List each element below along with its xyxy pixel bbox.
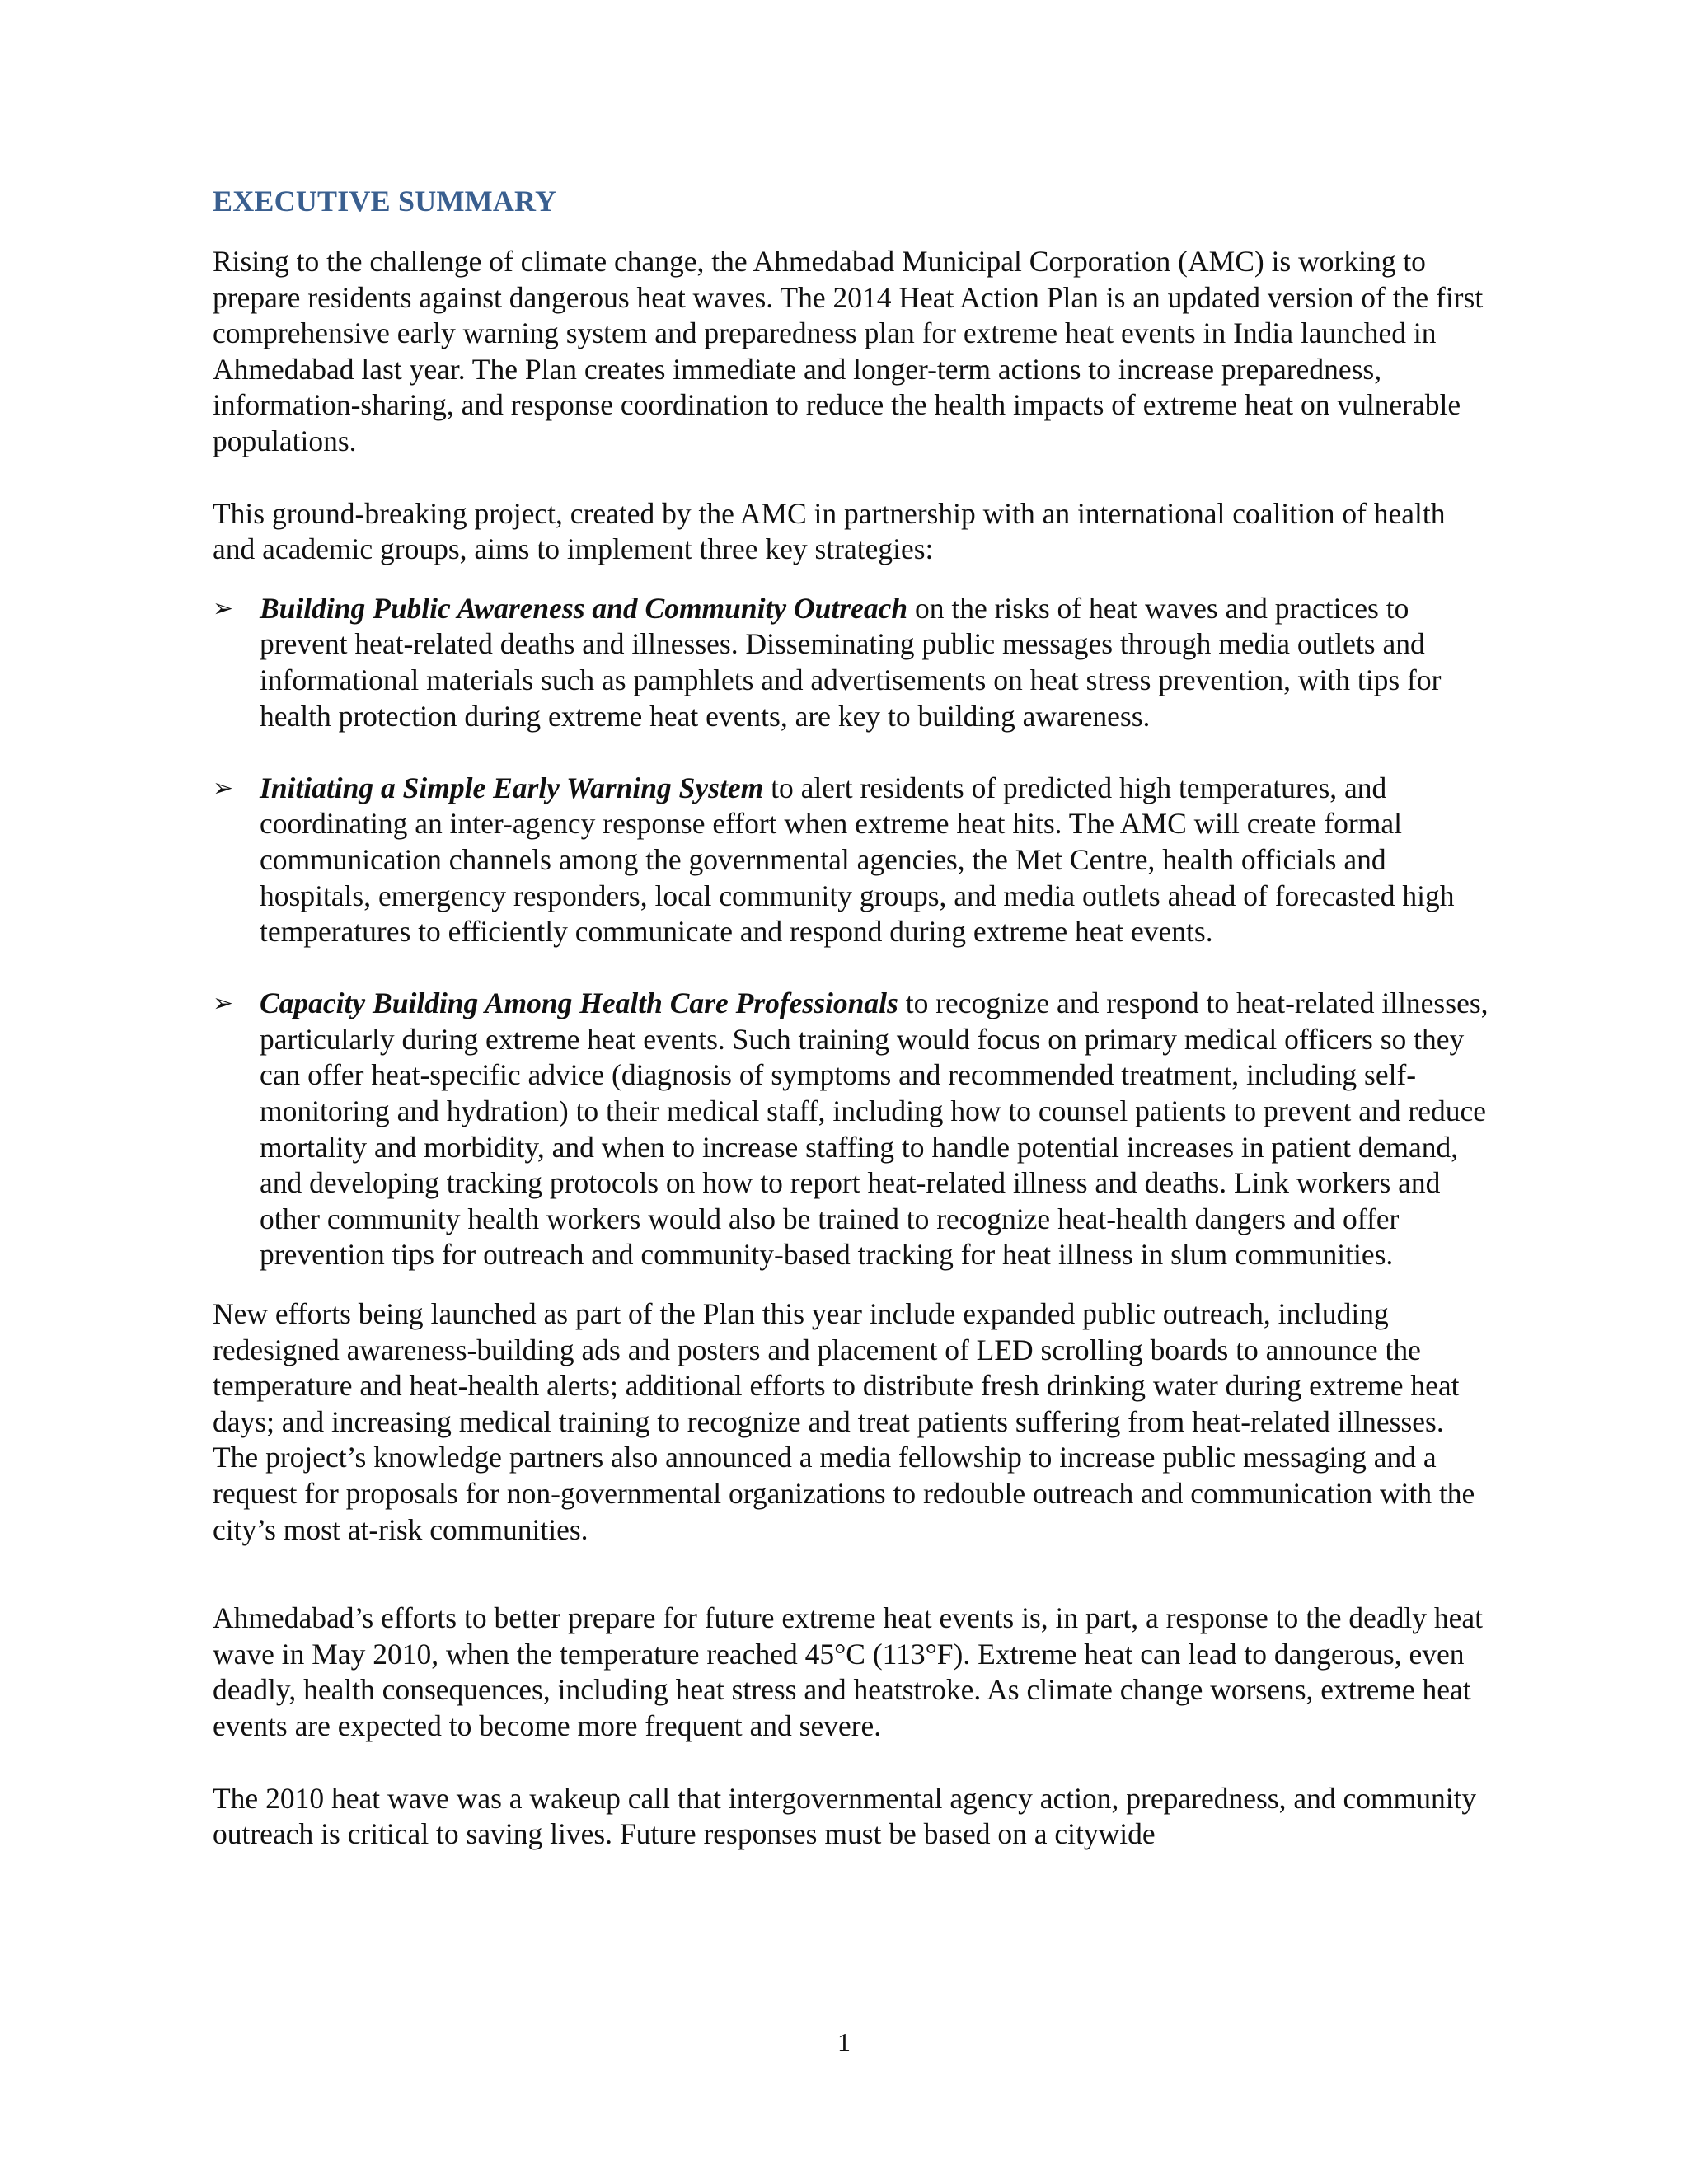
body-paragraph-wakeup-call: The 2010 heat wave was a wakeup call that intergovernmental agency action, preparedness, and community outreach is critical to saving lives. Future responses must be based on a citywide — [213, 1781, 1477, 1851]
strategies-list — [213, 591, 1492, 1273]
arrow-bullet-icon: ➢ — [213, 593, 234, 623]
list-item-early-warning — [213, 771, 1492, 950]
list-item-public-awareness — [213, 591, 1492, 734]
arrow-bullet-icon: ➢ — [213, 773, 234, 803]
list-item-capacity-building — [213, 986, 1492, 1273]
bullet-lead-text: Initiating a Simple Early Warning System — [260, 771, 764, 804]
body-paragraph-heat-wave-2010: Ahmedabad’s efforts to better prepare for future extreme heat events is, in part, a response to the deadly heat wave in May 2010, when the temperature reached 45°C (113°F). Extreme heat can lead to dangerous, even deadly, health consequences, including heat stress and heatstroke. As climate change worsens, extreme heat events are expected to become more frequent and severe. — [213, 1601, 1484, 1742]
section-heading: EXECUTIVE SUMMARY — [213, 185, 557, 218]
page-number: 1 — [837, 2027, 851, 2057]
bullet-body-text: to alert residents of predicted high temperatures, and coordinating an inter-agency response effort when extreme heat hits. The AMC will create formal communication channels among the governmental agencies, the Met Centre, health officials and hospitals, emergency responders, local community groups, and media outlets ahead of forecasted high temperatures to efficiently communicate and respond during extreme heat events. — [260, 771, 1455, 949]
bullet-lead-text: Building Public Awareness and Community Outreach — [260, 591, 908, 625]
intro-paragraph-2: This ground-breaking project, created by the AMC in partnership with an international coalition of health and academic groups, aims to implement three key strategies: — [213, 496, 1446, 566]
bullet-body-text: to recognize and respond to heat-related illnesses, particularly during extreme heat events. Such training would focus on primary medical officers so they can offer heat-specific advice (diagnosis of symptoms and recommended treatment, including self-monitoring and hydration) to their medical staff, including how to counsel patients to prevent and reduce mortality and morbidity, and when to increase staffing to handle potential increases in patient demand, and developing tracking protocols on how to report heat-related illness and deaths. Link workers and other community health workers would also be trained to recognize heat-health dangers and offer prevention tips for outreach and community-based tracking for heat illness in slum communities. — [260, 987, 1489, 1272]
body-paragraph-new-efforts: New efforts being launched as part of the Plan this year include expanded public outreach, including redesigned awareness-building ads and posters and placement of LED scrolling boards to announce the temperature and heat-health alerts; additional efforts to distribute fresh drinking water during extreme heat days; and increasing medical training to recognize and treat patients suffering from heat-related illnesses. The project’s knowledge partners also announced a media fellowship to increase public messaging and a request for proposals for non-governmental organizations to redouble outreach and communication with the city’s most at-risk communities. — [213, 1297, 1475, 1546]
intro-paragraph-1: Rising to the challenge of climate change, the Ahmedabad Municipal Corporation (AMC) is working to prepare residents against dangerous heat waves. The 2014 Heat Action Plan is an updated version of the first comprehensive early warning system and preparedness plan for extreme heat events in India launched in Ahmedabad last year. The Plan creates immediate and longer-term actions to increase preparedness, information-sharing, and response coordination to reduce the health impacts of extreme heat on vulnerable populations. — [213, 245, 1484, 457]
arrow-bullet-icon: ➢ — [213, 989, 234, 1019]
bullet-lead-text: Capacity Building Among Health Care Professionals — [260, 987, 898, 1020]
document-page — [213, 183, 1492, 1853]
bullet-body-text: on the risks of heat waves and practices to prevent heat-related deaths and illnesses. Disseminating public messages through media outlets and informational materials such as pamphlets and advertisements on heat stress prevention, with tips for health protection during extreme heat events, are key to building awareness. — [260, 591, 1442, 733]
